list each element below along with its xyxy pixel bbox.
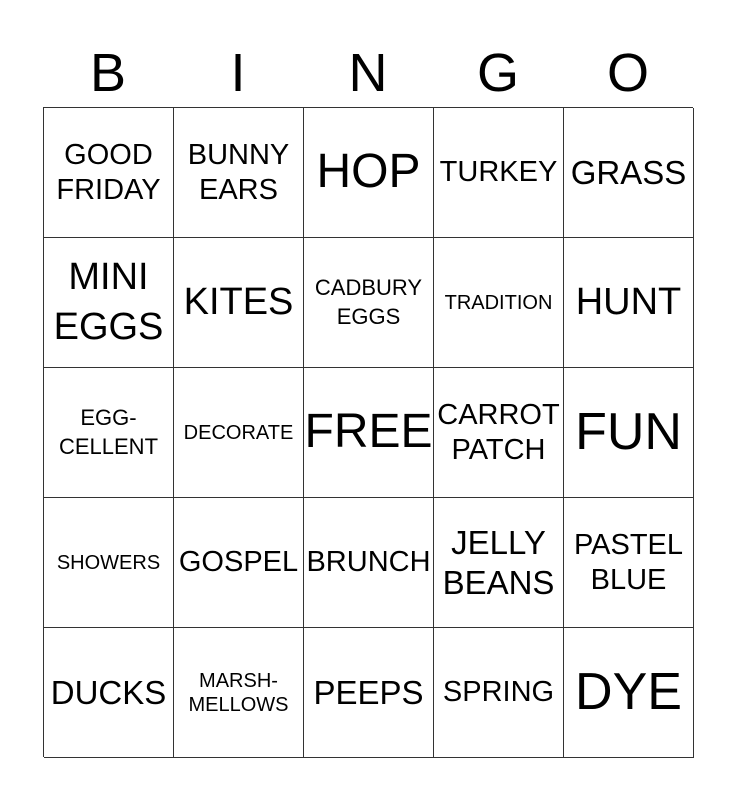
cell-label: EGG- CELLENT	[58, 404, 159, 459]
bingo-cell-r1-c3[interactable]	[304, 108, 434, 238]
header-letter-g: G	[476, 43, 519, 103]
bingo-board	[43, 107, 693, 757]
bingo-cell-r4-c5[interactable]	[564, 498, 694, 628]
cell-label: JELLY BEANS	[442, 523, 555, 601]
cell-label: HOP	[316, 145, 421, 199]
bingo-cell-r3-c4[interactable]	[434, 368, 564, 498]
cell-label: GOOD FRIDAY	[56, 138, 161, 206]
bingo-cell-r5-c1[interactable]	[44, 628, 174, 758]
cell-label: FUN	[575, 402, 682, 461]
cell-label: DYE	[575, 662, 682, 721]
bingo-cell-r5-c2[interactable]	[174, 628, 304, 758]
cell-label: CARROT PATCH	[437, 398, 560, 466]
cell-label: MINI EGGS	[53, 256, 164, 348]
bingo-cell-r1-c4[interactable]	[434, 108, 564, 238]
cell-label: DECORATE	[183, 421, 294, 444]
bingo-cell-r5-c3[interactable]	[304, 628, 434, 758]
bingo-cell-r2-c2[interactable]	[174, 238, 304, 368]
cell-label: CADBURY EGGS	[314, 274, 423, 329]
bingo-cell-r5-c4[interactable]	[434, 628, 564, 758]
bingo-cell-r4-c2[interactable]	[174, 498, 304, 628]
bingo-cell-r1-c5[interactable]	[564, 108, 694, 238]
bingo-cell-r4-c4[interactable]	[434, 498, 564, 628]
cell-label: KITES	[183, 280, 294, 323]
bingo-cell-r4-c3[interactable]	[304, 498, 434, 628]
bingo-cell-r3-c5[interactable]	[564, 368, 694, 498]
free-space-label: FREE	[304, 405, 433, 459]
cell-label: SPRING	[442, 676, 555, 709]
bingo-cell-r1-c2[interactable]	[174, 108, 304, 238]
cell-label: DUCKS	[50, 673, 167, 711]
bingo-cell-r3-c2[interactable]	[174, 368, 304, 498]
cell-label: TRADITION	[444, 291, 553, 314]
cell-label: SHOWERS	[56, 551, 161, 574]
cell-label: GOSPEL	[178, 546, 299, 579]
cell-label: HUNT	[575, 280, 682, 323]
cell-label: GRASS	[570, 153, 687, 191]
bingo-cell-free-space[interactable]	[304, 368, 434, 498]
cell-label: PASTEL BLUE	[573, 528, 684, 596]
bingo-cell-r2-c1[interactable]	[44, 238, 174, 368]
bingo-header	[43, 40, 693, 106]
bingo-cell-r2-c5[interactable]	[564, 238, 694, 368]
cell-label: TURKEY	[439, 156, 558, 189]
bingo-cell-r1-c1[interactable]	[44, 108, 174, 238]
bingo-cell-r3-c1[interactable]	[44, 368, 174, 498]
header-letter-o: O	[606, 43, 649, 103]
bingo-cell-r2-c3[interactable]	[304, 238, 434, 368]
header-letter-n: N	[348, 43, 388, 103]
cell-label: BRUNCH	[306, 546, 431, 579]
header-letter-i: I	[230, 43, 246, 103]
cell-label: BUNNY EARS	[187, 138, 290, 206]
bingo-cell-r5-c5[interactable]	[564, 628, 694, 758]
cell-label: MARSH- MELLOWS	[188, 669, 289, 716]
bingo-cell-r2-c4[interactable]	[434, 238, 564, 368]
header-letter-b: B	[89, 43, 127, 103]
bingo-cell-r4-c1[interactable]	[44, 498, 174, 628]
cell-label: PEEPS	[313, 673, 424, 711]
